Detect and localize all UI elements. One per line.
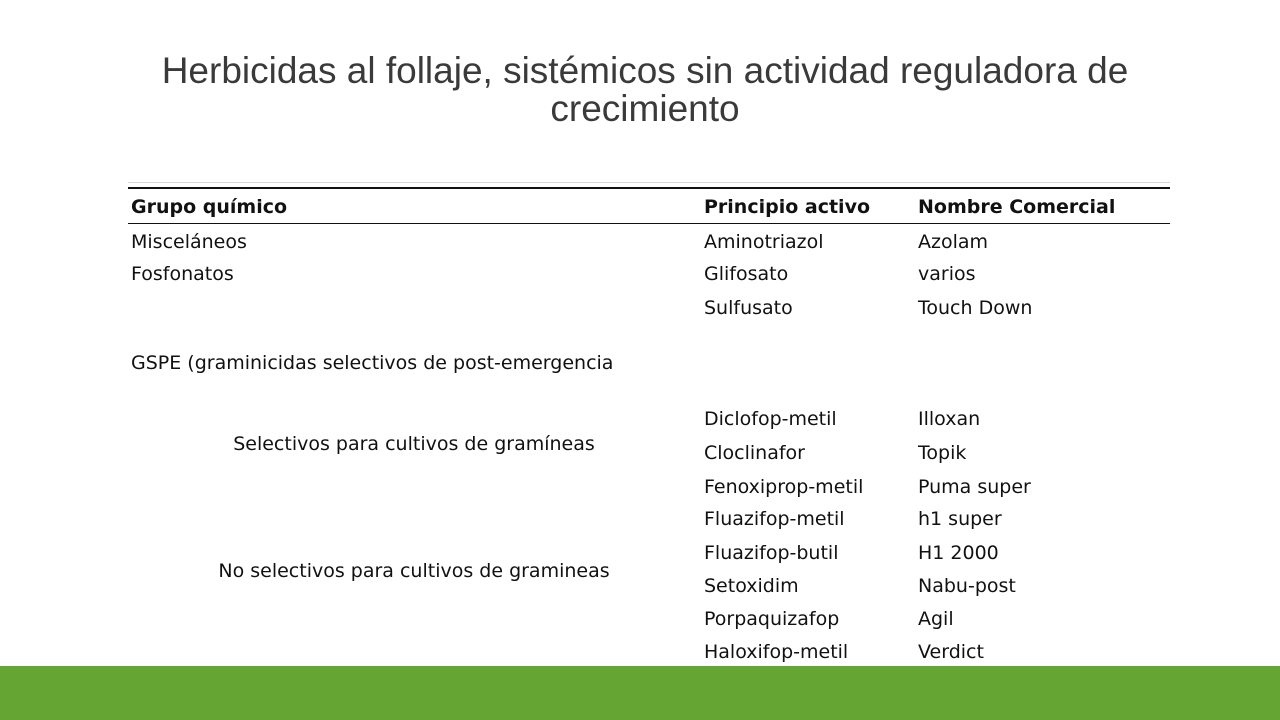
- table-cell-active: Fenoxiprop-metil: [704, 476, 864, 498]
- table-cell-group: Fosfonatos: [131, 263, 234, 285]
- column-header-group: Grupo químico: [131, 196, 288, 218]
- table-cell-brand: Agil: [918, 608, 954, 630]
- table-cell-group: GSPE (graminicidas selectivos de post-emergencia: [131, 352, 614, 374]
- table-cell-active: Glifosato: [704, 263, 789, 285]
- subgroup-label-selective: Selectivos para cultivos de gramíneas: [233, 433, 595, 455]
- table-cell-brand: H1 2000: [918, 542, 999, 564]
- table-cell-active: Sulfusato: [704, 297, 793, 319]
- table-cell-brand: varios: [918, 263, 976, 285]
- table-cell-brand: Verdict: [918, 641, 984, 663]
- table-cell-brand: Touch Down: [918, 297, 1033, 319]
- footer-band-accent: [0, 666, 128, 720]
- title-divider: [128, 182, 1170, 183]
- table-cell-active: Cloclinafor: [704, 442, 805, 464]
- table-cell-brand: Nabu-post: [918, 575, 1016, 597]
- table-cell-brand: Topik: [918, 442, 967, 464]
- column-header-brand: Nombre Comercial: [918, 196, 1116, 218]
- table-cell-active: Fluazifop-butil: [704, 542, 839, 564]
- table-cell-active: Aminotriazol: [704, 231, 824, 253]
- table-cell-brand: Azolam: [918, 231, 989, 253]
- table-cell-active: Fluazifop-metil: [704, 508, 845, 530]
- table-header-rule: [128, 223, 1170, 224]
- table-cell-active: Porpaquizafop: [704, 608, 840, 630]
- table-cell-active: Setoxidim: [704, 575, 799, 597]
- table-top-rule: [128, 187, 1170, 189]
- table-cell-brand: Puma super: [918, 476, 1031, 498]
- table-cell-brand: h1 super: [918, 508, 1002, 530]
- slide-title: Herbicidas al follaje, sistémicos sin actividad reguladora de crecimiento: [161, 50, 1129, 129]
- table-cell-active: Diclofop-metil: [704, 408, 837, 430]
- table-cell-brand: Illoxan: [918, 408, 981, 430]
- footer-band: [0, 666, 1280, 720]
- table-cell-active: Haloxifop-metil: [704, 641, 849, 663]
- column-header-active: Principio activo: [704, 196, 871, 218]
- subgroup-label-non-selective: No selectivos para cultivos de gramineas: [218, 560, 610, 582]
- table-cell-group: Misceláneos: [131, 231, 247, 253]
